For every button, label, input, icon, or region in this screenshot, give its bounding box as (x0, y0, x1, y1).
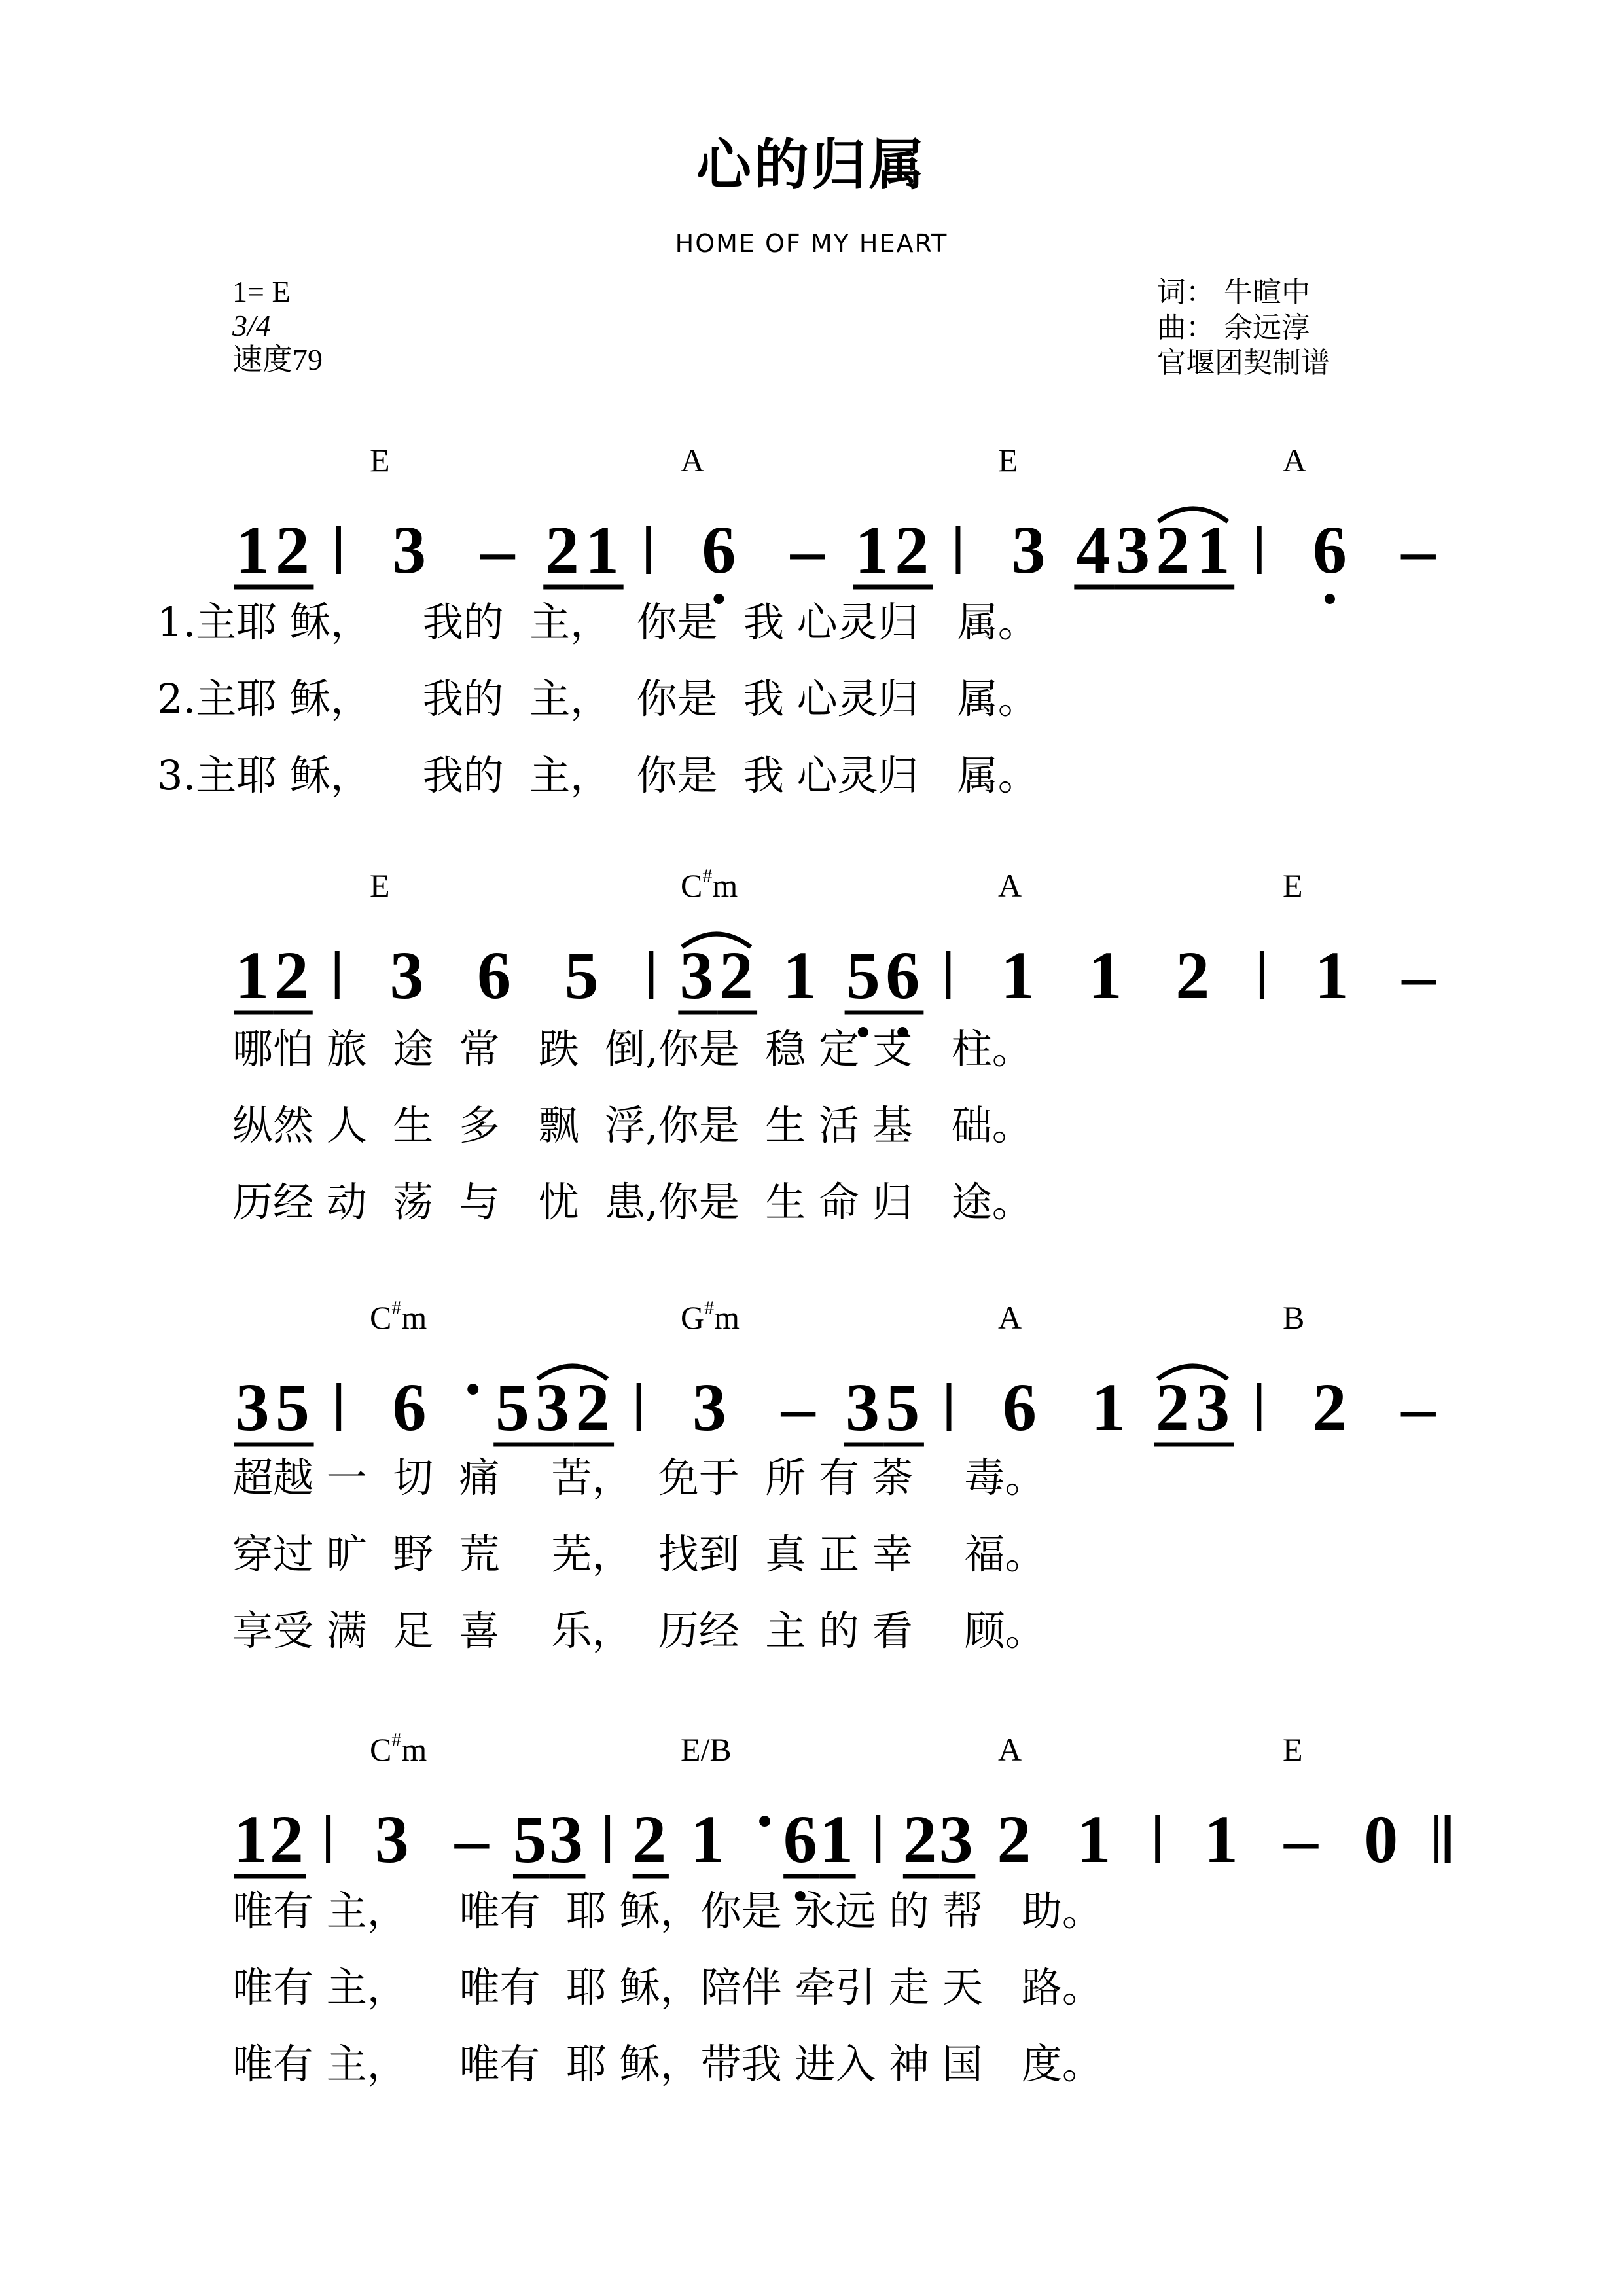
note-digit: 3 (845, 1370, 880, 1445)
note-digit: 3 (374, 1802, 409, 1877)
dash-extension: – (790, 512, 825, 588)
lyric-line: 2.主耶 稣， 我的 主， 你是 我 心灵归 属。 (157, 675, 1039, 723)
chord-symbol: E/B (681, 1731, 732, 1768)
note-digit: 6 (1002, 1370, 1037, 1445)
octave-dot (1325, 594, 1335, 604)
note-digit: 1 (585, 512, 620, 588)
note-digit: 2 (544, 512, 579, 588)
lyric-line: 唯有 主， 唯有 耶 稣，陪伴 牵引 走 天 路。 (232, 1964, 1103, 2011)
tempo: 速度79 (232, 343, 323, 376)
note-digit: 1 (1077, 1802, 1111, 1877)
lyric-line: 纵然 人 生 多 飘 浮,你是 生 活 基 础。 (232, 1102, 1033, 1149)
lyric-line: 唯有 主， 唯有 耶 稣，带我 进入 神 国 度。 (232, 2040, 1103, 2088)
lyric-line: 历经 动 荡 与 忧 患,你是 生 命 归 途。 (232, 1178, 1033, 1226)
chord-symbol: E (370, 442, 390, 478)
lyric-line: 享受 满 足 喜 乐， 历经 主 的 看 顾。 (232, 1607, 1046, 1655)
note-digit: 2 (902, 1802, 937, 1877)
note-digit: 3 (679, 938, 714, 1013)
lyric-line: 哪怕 旅 途 常 跌 倒,你是 稳 定 支 柱。 (232, 1025, 1033, 1073)
note-digit: 3 (389, 938, 424, 1013)
dotted-rhythm: · (753, 1784, 776, 1859)
note-digit: 5 (564, 938, 599, 1013)
composer: 曲： 余远淳 (1157, 311, 1310, 344)
note-digit: 0 (1364, 1802, 1399, 1877)
music-system (234, 1297, 1436, 1445)
chord-symbol: C#m (370, 1729, 427, 1768)
note-digit: 1 (1001, 938, 1035, 1013)
note-digit: 2 (895, 512, 929, 588)
note-digit: 3 (392, 512, 427, 588)
note-digit: 2 (275, 512, 310, 588)
lyric-line: 3.主耶 稣， 我的 主， 你是 我 心灵归 属。 (157, 751, 1039, 799)
lyricist: 词： 牛暄中 (1157, 276, 1310, 309)
note-digit: 2 (269, 1802, 304, 1877)
chord-symbol: E (998, 442, 1018, 478)
lyric-line: 穿过 旷 野 荒 芜， 找到 真 正 幸 福。 (232, 1530, 1046, 1578)
dash-extension: – (1284, 1802, 1319, 1877)
music-system (234, 1729, 1448, 1901)
note-digit: 1 (690, 1802, 724, 1877)
note-digit: 2 (575, 1370, 610, 1445)
note-digit: 3 (938, 1802, 973, 1877)
dash-extension: – (480, 512, 515, 588)
note-digit: 1 (235, 512, 270, 588)
song-title: 心的归属 (696, 133, 927, 197)
dash-extension: – (781, 1370, 815, 1445)
note-digit: 3 (548, 1802, 583, 1877)
note-digit: 1 (233, 1802, 268, 1877)
note-digit: 1 (1196, 512, 1230, 588)
note-digit: 1 (1091, 1370, 1126, 1445)
note-digit: 2 (1175, 938, 1210, 1013)
chord-symbol: C#m (370, 1297, 427, 1336)
note-digit: 5 (275, 1370, 310, 1445)
chord-symbol: A (998, 1299, 1022, 1336)
dash-extension: – (1401, 512, 1436, 588)
lyric-line: 1.主耶 稣， 我的 主， 你是 我 心灵归 属。 (157, 598, 1039, 646)
note-digit: 5 (885, 1370, 920, 1445)
note-digit: 5 (495, 1370, 529, 1445)
note-digit: 1 (1204, 1802, 1238, 1877)
note-digit: 2 (719, 938, 753, 1013)
chord-symbol: A (998, 867, 1022, 904)
note-digit: 6 (477, 938, 512, 1013)
chord-symbol: B (1283, 1299, 1305, 1336)
note-digit: 2 (274, 938, 309, 1013)
chord-symbol: G#m (681, 1297, 740, 1336)
note-digit: 3 (1116, 512, 1150, 588)
chord-symbol: E (1283, 867, 1303, 904)
note-digit: 1 (1088, 938, 1122, 1013)
lyric-line: 超越 一 切 痛 苦， 免于 所 有 荼 毒。 (232, 1454, 1046, 1501)
chord-symbol: A (1283, 442, 1307, 478)
note-digit: 1 (855, 512, 889, 588)
music-system (234, 442, 1436, 604)
note-digit: 3 (692, 1370, 727, 1445)
note-digit: 3 (1011, 512, 1046, 588)
chord-symbol: A (681, 442, 705, 478)
note-digit: 3 (1196, 1370, 1230, 1445)
note-digit: 2 (1312, 1370, 1347, 1445)
dash-extension: – (1402, 938, 1436, 1013)
chord-symbol: E (1283, 1731, 1303, 1768)
dash-extension: – (1401, 1370, 1436, 1445)
note-digit: 6 (392, 1370, 427, 1445)
note-digit: 1 (235, 938, 270, 1013)
note-digit: 1 (782, 938, 817, 1013)
note-digit: 1 (1314, 938, 1349, 1013)
note-digit: 2 (997, 1802, 1031, 1877)
note-digit: 2 (1156, 512, 1190, 588)
note-digit: 1 (819, 1802, 854, 1877)
song-subtitle: HOME OF MY HEART (675, 229, 948, 258)
chord-symbol: A (998, 1731, 1022, 1768)
note-digit: 2 (1155, 1370, 1190, 1445)
note-digit: 6 (1312, 512, 1347, 588)
note-digit: 3 (235, 1370, 270, 1445)
time-signature: 3/4 (232, 309, 271, 342)
dotted-rhythm: · (461, 1352, 485, 1427)
note-digit: 6 (702, 512, 736, 588)
lyric-line: 唯有 主， 唯有 耶 稣，你是 永远 的 帮 助。 (232, 1887, 1103, 1935)
music-system (234, 865, 1436, 1037)
note-digit: 6 (885, 938, 920, 1013)
key-signature: 1= E (232, 275, 291, 308)
note-digit: 3 (535, 1370, 570, 1445)
note-digit: 5 (512, 1802, 547, 1877)
note-digit: 6 (783, 1802, 817, 1877)
note-digit: 4 (1075, 512, 1110, 588)
dash-extension: – (454, 1802, 489, 1877)
arranger: 官堰团契制谱 (1157, 346, 1330, 380)
chord-symbol: C#m (681, 865, 738, 904)
note-digit: 5 (846, 938, 880, 1013)
note-digit: 2 (632, 1802, 667, 1877)
chord-symbol: E (370, 867, 390, 904)
